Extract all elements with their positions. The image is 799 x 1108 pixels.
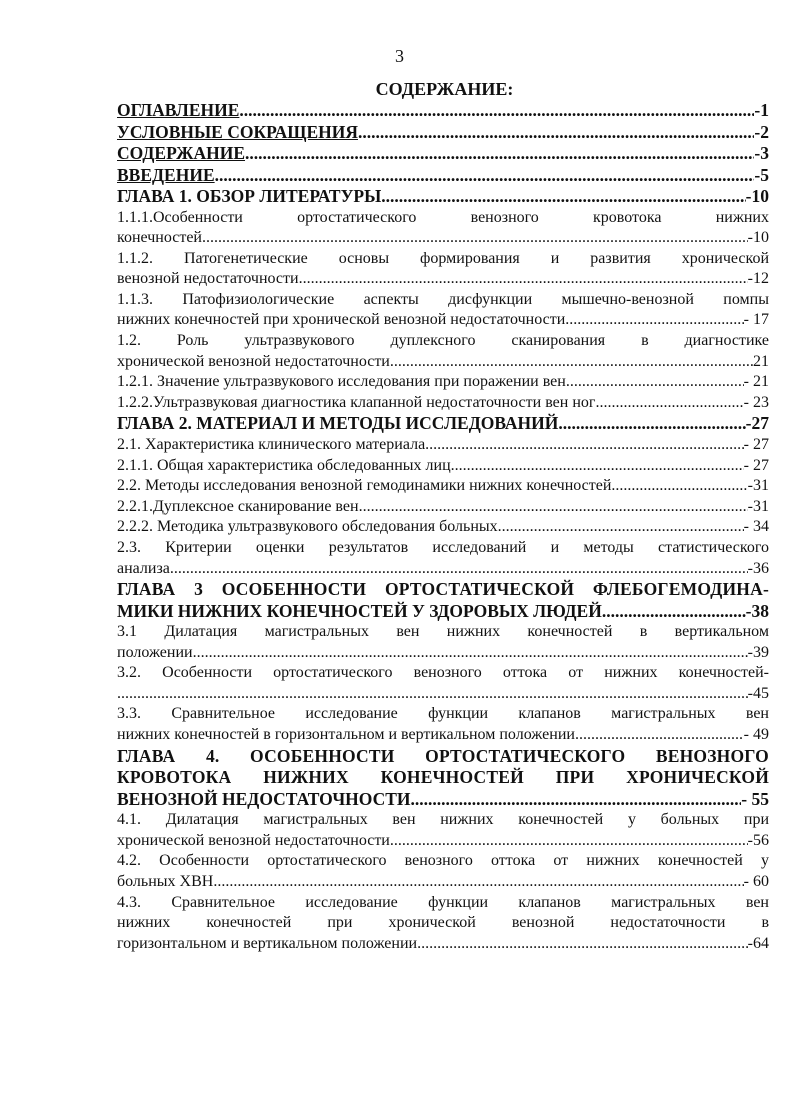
toc-entry-title: СОДЕРЖАНИЕ [117, 143, 246, 163]
toc-leader-dots [213, 872, 743, 893]
toc-page-number: -10 [747, 229, 769, 247]
toc-entry-title: больных ХВН [117, 872, 214, 890]
toc-entry [117, 165, 769, 187]
toc-entry [117, 851, 769, 892]
toc-entry-title: нижних конечностей в горизонтальном и вертикальном положении [117, 726, 575, 744]
toc-entry [117, 622, 769, 663]
toc-entry-title: хронической венозной недостаточности [117, 831, 390, 849]
toc-entry-title: УСЛОВНЫЕ СОКРАЩЕНИЯ [117, 121, 358, 142]
toc-entry-line [117, 872, 769, 893]
toc-page-number: - 27 [743, 456, 769, 474]
toc-entry-line [117, 100, 769, 122]
toc-leader-dots [359, 497, 748, 518]
toc-entry-title: хронической венозной недостаточности [117, 352, 390, 370]
toc-entry-line [117, 413, 769, 435]
toc-page-number: - 49 [743, 726, 769, 744]
toc-entry-line [117, 393, 769, 414]
toc-entry-text-line: 1.2. Роль ультразвукового дуплексного сканирования в диагностике [117, 332, 769, 350]
toc-entry-line [117, 684, 769, 705]
page-title: СОДЕРЖАНИЕ: [375, 79, 514, 99]
toc-entry [117, 186, 769, 208]
toc-entry [117, 746, 769, 811]
toc-entry-line [117, 456, 769, 477]
toc-entry-text-line: ГЛАВА 3 ОСОБЕННОСТИ ОРТОСТАТИЧЕСКОЙ ФЛЕБОГЕМОДИНА- [117, 579, 769, 600]
toc-page-number: -39 [747, 643, 769, 661]
toc-entry-text-line: 1.1.3. Патофизиологические аспекты дисфункции мышечно-венозной помпы [117, 290, 769, 308]
toc-entry [117, 810, 769, 851]
toc-leader-dots [390, 352, 753, 373]
toc-leader-dots [170, 559, 748, 580]
toc-entry [117, 143, 769, 165]
toc-leader-dots [575, 725, 744, 746]
toc-leader-dots [358, 122, 754, 144]
toc-entry-line [117, 934, 769, 955]
toc-page-number: -64 [747, 934, 769, 952]
toc-entry-line [117, 435, 769, 456]
toc-entry [117, 435, 769, 456]
toc-leader-dots [565, 310, 743, 331]
toc-entry [117, 249, 769, 290]
toc-entry-text-line: 3.2. Особенности ортостатического венозного оттока от нижних конечностей- [117, 664, 769, 682]
toc-entry-line [117, 497, 769, 518]
toc-entry-title: положении [117, 643, 193, 661]
toc-page-number: - 27 [743, 435, 769, 453]
page-number: 3 [395, 46, 404, 66]
toc-entry-text-line: КРОВОТОКА НИЖНИХ КОНЕЧНОСТЕЙ ПРИ ХРОНИЧЕСКОЙ [117, 767, 769, 788]
toc-page-number: -2 [754, 121, 769, 142]
toc-leader-dots [411, 789, 742, 811]
toc-entry-title: 2.2.1.Дуплексное сканирование вен [117, 497, 359, 515]
toc-entry-line [117, 476, 769, 497]
toc-page-number: - 23 [743, 393, 769, 411]
toc-entry [117, 413, 769, 435]
table-of-contents [117, 100, 769, 954]
toc-entry [117, 538, 769, 579]
toc-leader-dots [417, 934, 748, 955]
toc-entry-title: ОГЛАВЛЕНИЕ [117, 100, 240, 120]
toc-entry-text-line: 1.1.1.Особенности ортостатического венозного кровотока нижних [117, 208, 769, 226]
toc-entry-text-line: 3.1 Дилатация магистральных вен нижних конечностей в вертикальном [117, 623, 769, 641]
toc-entry [117, 663, 769, 704]
toc-leader-dots [558, 413, 745, 435]
toc-entry [117, 372, 769, 393]
toc-entry-title: горизонтальном и вертикальном положении [117, 934, 418, 952]
toc-entry [117, 497, 769, 518]
toc-entry-text-line: 2.3. Критерии оценки результатов исследований и методы статистического [117, 538, 769, 556]
toc-page-number: -36 [747, 559, 769, 577]
toc-entry-title: МИКИ НИЖНИХ КОНЕЧНОСТЕЙ У ЗДОРОВЫХ ЛЮДЕЙ [117, 600, 602, 621]
toc-entry [117, 290, 769, 331]
toc-entry-line [117, 165, 769, 187]
toc-entry-line [117, 186, 769, 208]
toc-entry-line [117, 517, 769, 538]
toc-leader-dots [451, 456, 744, 477]
toc-entry-title: 1.2.2.Ультразвуковая диагностика клапанной недостаточности вен ног [117, 393, 596, 411]
toc-entry-line [117, 122, 769, 144]
toc-leader-dots [245, 143, 754, 165]
toc-leader-dots [299, 269, 748, 290]
toc-page-number: -27 [745, 413, 769, 434]
toc-page-number: - 34 [743, 518, 769, 536]
toc-leader-dots [498, 517, 744, 538]
toc-entry-text-line: 1.1.2. Патогенетические основы формирования и развития хронической [117, 249, 769, 267]
toc-entry-title: конечностей [117, 229, 202, 247]
toc-page-number: - 17 [743, 311, 769, 329]
toc-leader-dots [595, 393, 743, 414]
toc-entry-title: нижних конечностей при хронической венозной недостаточности [117, 311, 566, 329]
toc-leader-dots [193, 643, 748, 664]
toc-entry-title: ВВЕДЕНИЕ [117, 164, 215, 185]
toc-leader-dots [239, 100, 754, 122]
toc-leader-dots [611, 476, 747, 497]
toc-leader-dots [602, 601, 746, 623]
toc-leader-dots [215, 165, 755, 187]
toc-page-number: -1 [754, 100, 769, 120]
toc-entry-line [117, 789, 769, 811]
toc-page-number: - 55 [741, 788, 769, 809]
toc-leader-dots [390, 831, 748, 852]
toc-entry [117, 456, 769, 477]
toc-page-number: -38 [745, 600, 769, 621]
toc-entry-line [117, 643, 769, 664]
toc-page-number: -12 [747, 270, 769, 288]
toc-page-number: - 21 [743, 373, 769, 391]
toc-leader-dots [202, 228, 748, 249]
toc-entry-title: 2.1.1. Общая характеристика обследованных лиц [117, 456, 451, 474]
toc-entry [117, 393, 769, 414]
toc-page-number: -10 [745, 186, 769, 206]
toc-leader-dots [425, 435, 744, 456]
toc-entry-text-line: 3.3. Сравнительное исследование функции клапанов магистральных вен [117, 705, 769, 723]
toc-entry [117, 122, 769, 144]
toc-entry-title: ВЕНОЗНОЙ НЕДОСТАТОЧНОСТИ [117, 788, 411, 809]
toc-entry-title: 2.2.2. Методика ультразвукового обследования больных [117, 518, 498, 536]
toc-entry [117, 476, 769, 497]
toc-entry-text-line: нижних конечностей при хронической венозной недостаточности в [117, 914, 769, 932]
toc-page-number: -31 [747, 477, 769, 495]
toc-page-number: - 60 [743, 872, 769, 890]
toc-entry-line [117, 143, 769, 165]
toc-entry [117, 517, 769, 538]
toc-entry-line [117, 372, 769, 393]
toc-entry-line [117, 352, 769, 373]
toc-entry-title: венозной недостаточности [117, 270, 299, 288]
toc-entry-title: ГЛАВА 2. МАТЕРИАЛ И МЕТОДЫ ИССЛЕДОВАНИЙ [117, 413, 559, 434]
toc-leader-dots [381, 186, 745, 208]
toc-leader-dots [566, 372, 744, 393]
toc-page-number: -56 [747, 831, 769, 849]
toc-page-number: -31 [747, 497, 769, 515]
toc-entry-line [117, 269, 769, 290]
toc-page-number: -5 [754, 164, 769, 185]
toc-entry-text-line: ГЛАВА 4. ОСОБЕННОСТИ ОРТОСТАТИЧЕСКОГО ВЕНОЗНОГО [117, 745, 769, 766]
toc-entry-text-line: 4.2. Особенности ортостатического венозного оттока от нижних конечностей у [117, 852, 769, 870]
toc-entry-line [117, 601, 769, 623]
toc-entry-title: 2.2. Методы исследования венозной гемодинамики нижних конечностей [117, 477, 612, 495]
toc-entry-title: анализа [117, 559, 170, 577]
toc-entry [117, 704, 769, 745]
toc-entry [117, 579, 769, 622]
toc-entry-line [117, 831, 769, 852]
toc-entry-line [117, 228, 769, 249]
toc-page-number: 21 [753, 352, 769, 370]
toc-entry [117, 893, 769, 955]
toc-entry-line [117, 725, 769, 746]
toc-entry [117, 208, 769, 249]
toc-entry-text-line: 4.1. Дилатация магистральных вен нижних конечностей у больных при [117, 811, 769, 829]
toc-entry-title: ГЛАВА 1. ОБЗОР ЛИТЕРАТУРЫ [117, 186, 382, 206]
toc-page-number: -3 [754, 143, 769, 163]
toc-entry-title: 1.2.1. Значение ультразвукового исследования при поражении вен [117, 373, 566, 391]
toc-entry-line [117, 559, 769, 580]
toc-entry-title: 2.1. Характеристика клинического материала [117, 435, 426, 453]
toc-entry [117, 331, 769, 372]
toc-entry-line [117, 310, 769, 331]
toc-leader-dots [117, 684, 748, 705]
toc-page-number: -45 [747, 684, 769, 702]
toc-entry-text-line: 4.3. Сравнительное исследование функции клапанов магистральных вен [117, 893, 769, 911]
toc-entry [117, 100, 769, 122]
